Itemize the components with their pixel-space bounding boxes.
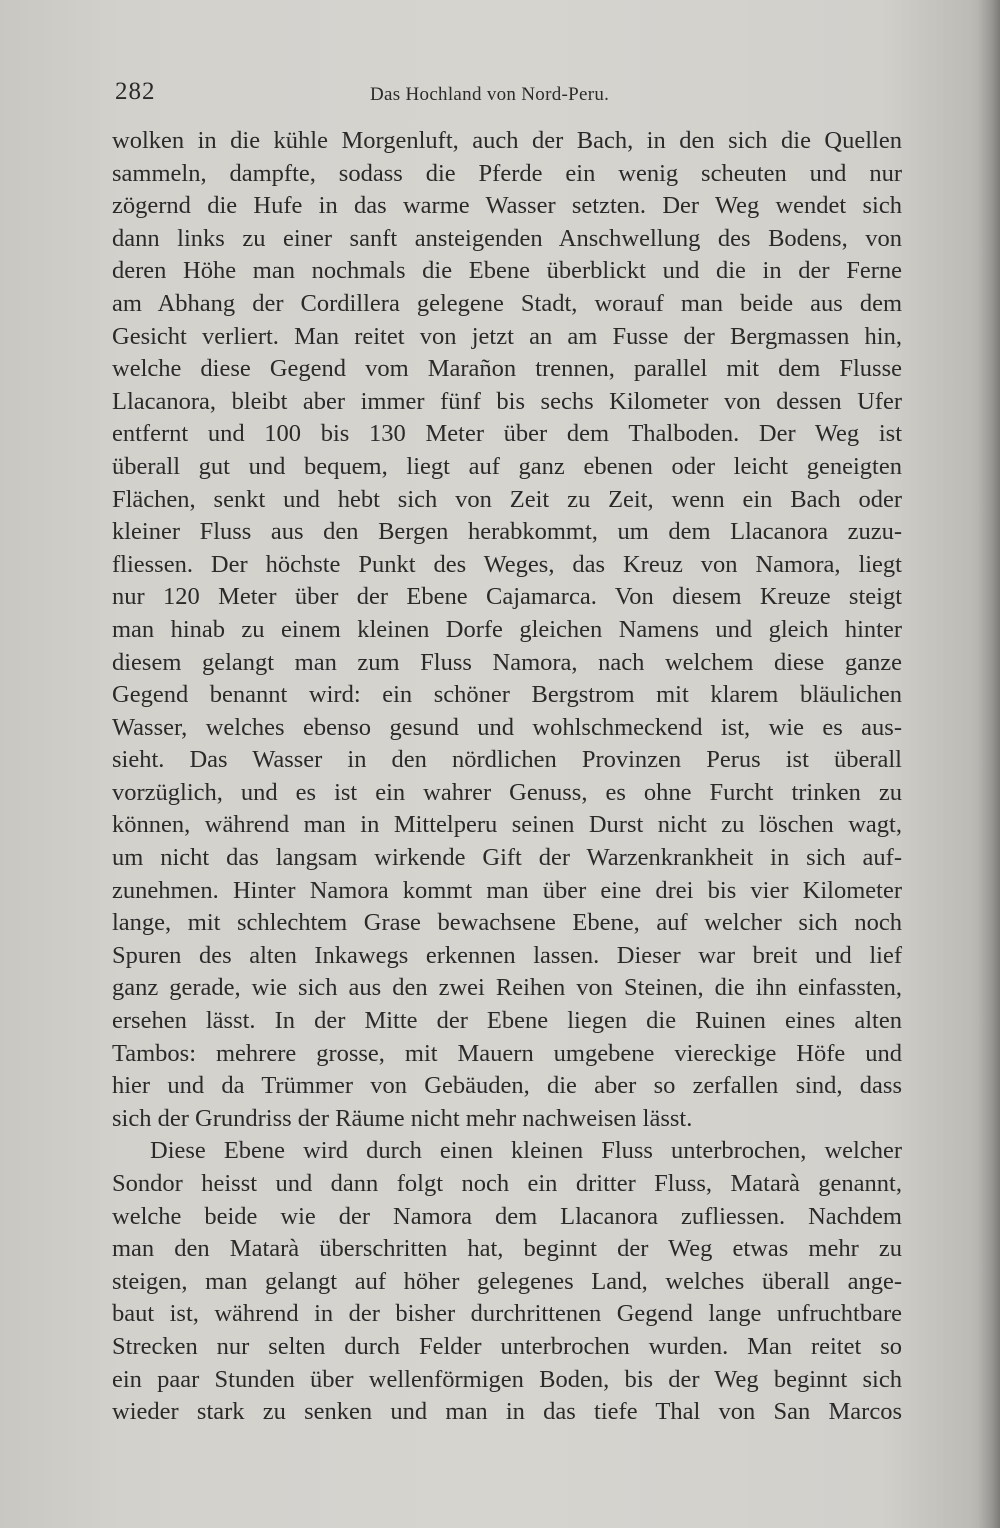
text-line: Llacanora, bleibt aber immer fünf bis sechs Kilometer von dessen Ufer [112, 387, 902, 415]
text-line: dann links zu einer sanft ansteigenden Anschwellung des Bodens, von [112, 224, 902, 252]
text-line: sammeln, dampfte, sodass die Pferde ein wenig scheuten und nur [112, 159, 902, 187]
body-text [112, 125, 912, 1429]
text-line: Gesicht verliert. Man reitet von jetzt an am Fusse der Bergmassen hin, [112, 322, 902, 350]
text-line: zögernd die Hufe in das warme Wasser setzten. Der Weg wendet sich [112, 192, 902, 220]
paragraph-start-line: Diese Ebene wird durch einen kleinen Fluss unterbrochen, welcher [150, 1137, 902, 1165]
text-line: ersehen lässt. In der Mitte der Ebene liegen die Ruinen eines alten [112, 1007, 902, 1035]
text-line: Flächen, senkt und hebt sich von Zeit zu Zeit, wenn ein Bach oder [112, 485, 902, 513]
text-line: welche diese Gegend vom Marañon trennen, parallel mit dem Flusse [112, 355, 902, 383]
page-edge-shadow [978, 0, 1000, 1528]
text-line: man den Matarà überschritten hat, beginnt der Weg etwas mehr zu [112, 1235, 902, 1263]
text-line: sieht. Das Wasser in den nördlichen Provinzen Perus ist überall [112, 746, 902, 774]
text-line: wolken in die kühle Morgenluft, auch der Bach, in den sich die Quellen [112, 127, 902, 154]
text-line: lange, mit schlechtem Grase bewachsene Ebene, auf welcher sich noch [112, 909, 902, 937]
text-line: um nicht das langsam wirkende Gift der Warzenkrankheit in sich auf- [112, 844, 902, 872]
text-line: ein paar Stunden über wellenförmigen Boden, bis der Weg beginnt sich [112, 1365, 902, 1393]
text-line: fliessen. Der höchste Punkt des Weges, das Kreuz von Namora, liegt [112, 550, 902, 578]
text-line: entfernt und 100 bis 130 Meter über dem Thalboden. Der Weg ist [112, 420, 902, 448]
text-line: baut ist, während in der bisher durchrittenen Gegend lange unfruchtbare [112, 1300, 902, 1328]
paragraph-end-line: sich der Grundriss der Räume nicht mehr nachweisen lässt. [112, 1104, 693, 1132]
text-line: diesem gelangt man zum Fluss Namora, nach welchem diese ganze [112, 648, 902, 676]
text-line: Sondor heisst und dann folgt noch ein dritter Fluss, Matarà genannt, [112, 1170, 902, 1197]
text-line: steigen, man gelangt auf höher gelegenes Land, welches überall ange- [112, 1267, 902, 1295]
text-line: nur 120 Meter über der Ebene Cajamarca. Von diesem Kreuze steigt [112, 583, 902, 611]
text-line: hier und da Trümmer von Gebäuden, die aber so zerfallen sind, dass [112, 1072, 902, 1100]
text-line: am Abhang der Cordillera gelegene Stadt, worauf man beide aus dem [112, 289, 902, 317]
text-line: vorzüglich, und es ist ein wahrer Genuss, es ohne Furcht trinken zu [112, 778, 902, 806]
text-line: kleiner Fluss aus den Bergen herabkommt, um dem Llacanora zuzu- [112, 518, 902, 546]
text-line: Tambos: mehrere grosse, mit Mauern umgebene viereckige Höfe und [112, 1039, 902, 1067]
text-line: Spuren des alten Inkawegs erkennen lassen. Dieser war breit und lief [112, 941, 902, 969]
text-line: man hinab zu einem kleinen Dorfe gleichen Namens und gleich hinter [112, 615, 902, 643]
page-header [115, 78, 905, 112]
text-line: ganz gerade, wie sich aus den zwei Reihen von Steinen, die ihn einfassten, [112, 974, 902, 1002]
running-head: Das Hochland von Nord-Peru. [370, 84, 610, 105]
text-line: deren Höhe man nochmals die Ebene überblickt und die in der Ferne [112, 257, 902, 285]
text-line: zunehmen. Hinter Namora kommt man über eine drei bis vier Kilometer [112, 876, 902, 904]
text-line: überall gut und bequem, liegt auf ganz ebenen oder leicht geneigten [112, 452, 902, 480]
text-line: Strecken nur selten durch Felder unterbrochen wurden. Man reitet so [112, 1332, 902, 1360]
text-line: wieder stark zu senken und man in das tiefe Thal von San Marcos [112, 1398, 902, 1426]
page-number: 282 [115, 78, 156, 105]
text-line: können, während man in Mittelperu seinen Durst nicht zu löschen wagt, [112, 811, 902, 839]
text-line: welche beide wie der Namora dem Llacanora zufliessen. Nachdem [112, 1202, 902, 1230]
text-line: Gegend benannt wird: ein schöner Bergstrom mit klarem bläulichen [112, 681, 902, 709]
text-line: Wasser, welches ebenso gesund und wohlschmeckend ist, wie es aus- [112, 713, 902, 741]
